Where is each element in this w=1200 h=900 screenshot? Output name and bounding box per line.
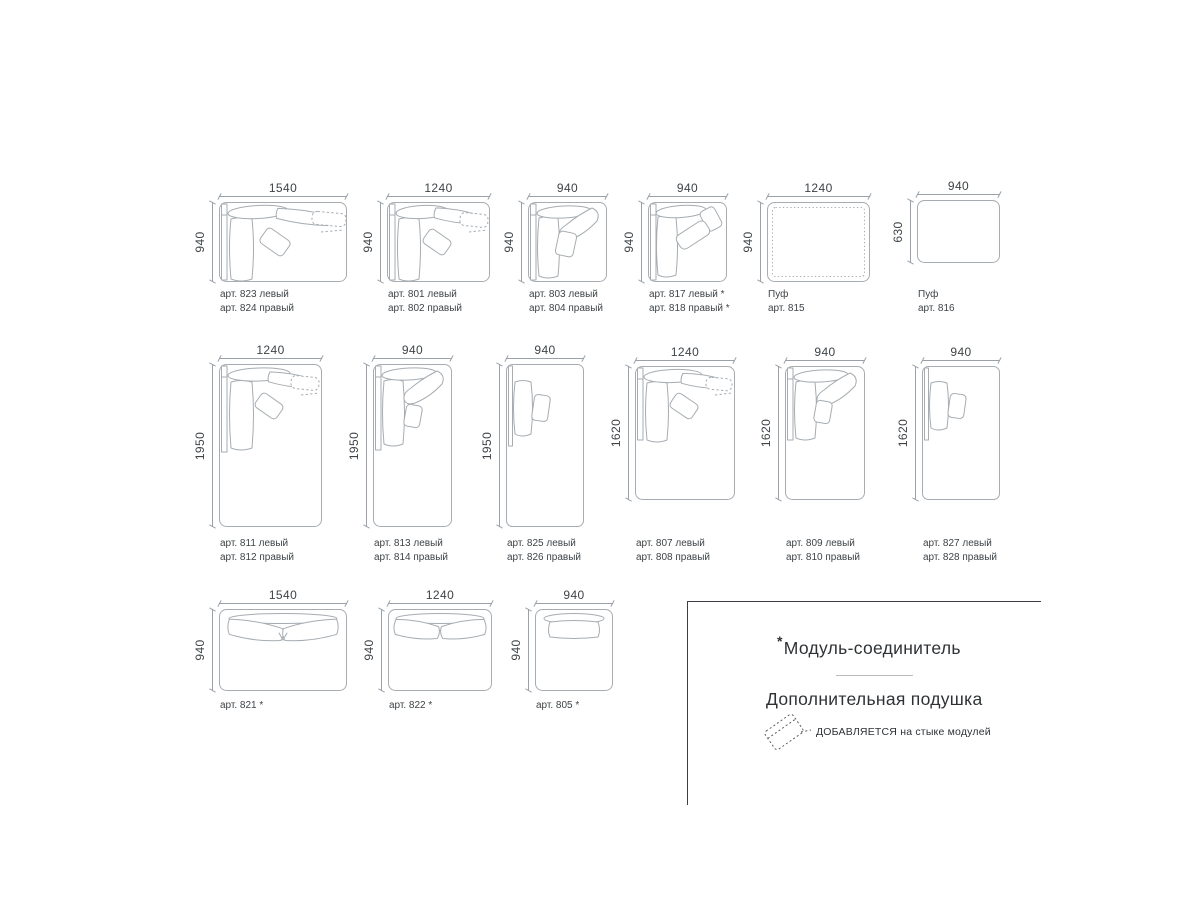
width-dimension: 1540 (219, 590, 347, 604)
sofa-top-view-drawing (648, 202, 727, 282)
height-dimension: 940 (359, 202, 381, 282)
sofa-top-view-drawing (922, 366, 1000, 500)
sofa-top-view-drawing (506, 364, 584, 527)
module-art-823-824 (193, 181, 347, 314)
width-dimension: 940 (535, 590, 613, 604)
module-art-805 (509, 588, 613, 711)
width-dimension: 1240 (635, 347, 735, 361)
height-dimension: 940 (739, 202, 761, 282)
module-article-label: арт. 823 левый арт. 824 правый (220, 289, 295, 314)
height-dimension: 1620 (757, 366, 779, 500)
module-article-label: арт. 817 левый * арт. 818 правый * (649, 289, 730, 314)
module-article-label: арт. 822 * (389, 700, 433, 711)
width-dimension: 940 (922, 347, 1000, 361)
module-article-label: Пуф арт. 815 (768, 289, 805, 314)
module-art-803-804 (502, 181, 607, 314)
height-dimension: 1950 (478, 364, 500, 527)
height-dimension: 940 (360, 609, 382, 691)
sofa-top-view-drawing (528, 202, 607, 282)
module-article-label: арт. 805 * (536, 700, 580, 711)
module-article-label: арт. 801 левый арт. 802 правый (388, 289, 463, 314)
legend-divider (836, 675, 913, 676)
sofa-top-view-drawing (219, 364, 322, 527)
width-dimension: 940 (648, 183, 727, 197)
legend-pillow-note: ДОБАВЛЯЕТСЯ на стыке модулей (816, 726, 991, 738)
module-art-822 (362, 588, 492, 711)
width-dimension: 1240 (767, 183, 870, 197)
module-art-807-808 (609, 345, 735, 563)
width-dimension (219, 183, 347, 197)
legend-border-top (687, 601, 1041, 602)
module-art-801-802 (361, 181, 490, 314)
height-dimension: 1950 (345, 364, 367, 527)
legend-pillow-title: Дополнительная подушка (766, 689, 983, 709)
module-article-label: арт. 825 левый арт. 826 правый (507, 538, 582, 563)
module-article-label: арт. 813 левый арт. 814 правый (374, 538, 449, 563)
sofa-top-view-drawing (388, 609, 492, 691)
module-article-label: арт. 821 * (220, 700, 264, 711)
module-pouf-815 (741, 181, 870, 314)
pouf-top-view-drawing (767, 202, 870, 282)
module-art-817-818 (622, 181, 730, 314)
height-dimension (191, 202, 213, 282)
module-art-827-828 (896, 345, 1000, 563)
height-dimension: 940 (500, 202, 522, 282)
sofa-top-view-drawing (219, 202, 347, 282)
module-article-label: арт. 807 левый арт. 808 правый (636, 538, 711, 563)
module-pouf-816 (891, 179, 1000, 314)
module-article-label: арт. 803 левый арт. 804 правый (529, 289, 604, 314)
width-dimension: 940 (506, 345, 584, 359)
module-article-label: Пуф арт. 816 (918, 289, 955, 314)
sofa-top-view-drawing (785, 366, 865, 500)
width-dimension: 940 (785, 347, 865, 361)
module-article-label: арт. 811 левый арт. 812 правый (220, 538, 295, 563)
module-art-809-810 (759, 345, 865, 563)
height-value: 940 (193, 231, 207, 253)
width-value: 1540 (268, 181, 298, 195)
sofa-top-view-drawing (219, 609, 347, 691)
height-dimension: 940 (620, 202, 642, 282)
height-dimension: 940 (191, 609, 213, 691)
width-dimension: 1240 (219, 345, 322, 359)
module-art-821 (193, 588, 347, 711)
asterisk-mark: * (777, 633, 783, 649)
width-dimension: 1240 (387, 183, 490, 197)
legend-connector-title: *Модуль-соединитель (777, 633, 961, 658)
pouf-top-view-drawing (917, 200, 1000, 263)
height-dimension: 1620 (894, 366, 916, 500)
module-art-813-814 (347, 343, 452, 563)
module-article-label: арт. 827 левый арт. 828 правый (923, 538, 998, 563)
height-dimension: 940 (507, 609, 529, 691)
extra-pillow-icon (760, 703, 812, 757)
height-dimension: 1620 (607, 366, 629, 500)
legend-border-left (687, 601, 688, 805)
height-dimension: 1950 (191, 364, 213, 527)
sofa-top-view-drawing (635, 366, 735, 500)
module-art-811-812 (193, 343, 322, 563)
sofa-top-view-drawing (535, 609, 613, 691)
width-dimension: 940 (528, 183, 607, 197)
width-dimension: 940 (917, 181, 1000, 195)
module-article-label: арт. 809 левый арт. 810 правый (786, 538, 861, 563)
width-dimension: 940 (373, 345, 452, 359)
width-dimension: 1240 (388, 590, 492, 604)
sofa-top-view-drawing (387, 202, 490, 282)
module-art-825-826 (480, 343, 584, 563)
height-dimension: 630 (889, 200, 911, 263)
sofa-top-view-drawing (373, 364, 452, 527)
